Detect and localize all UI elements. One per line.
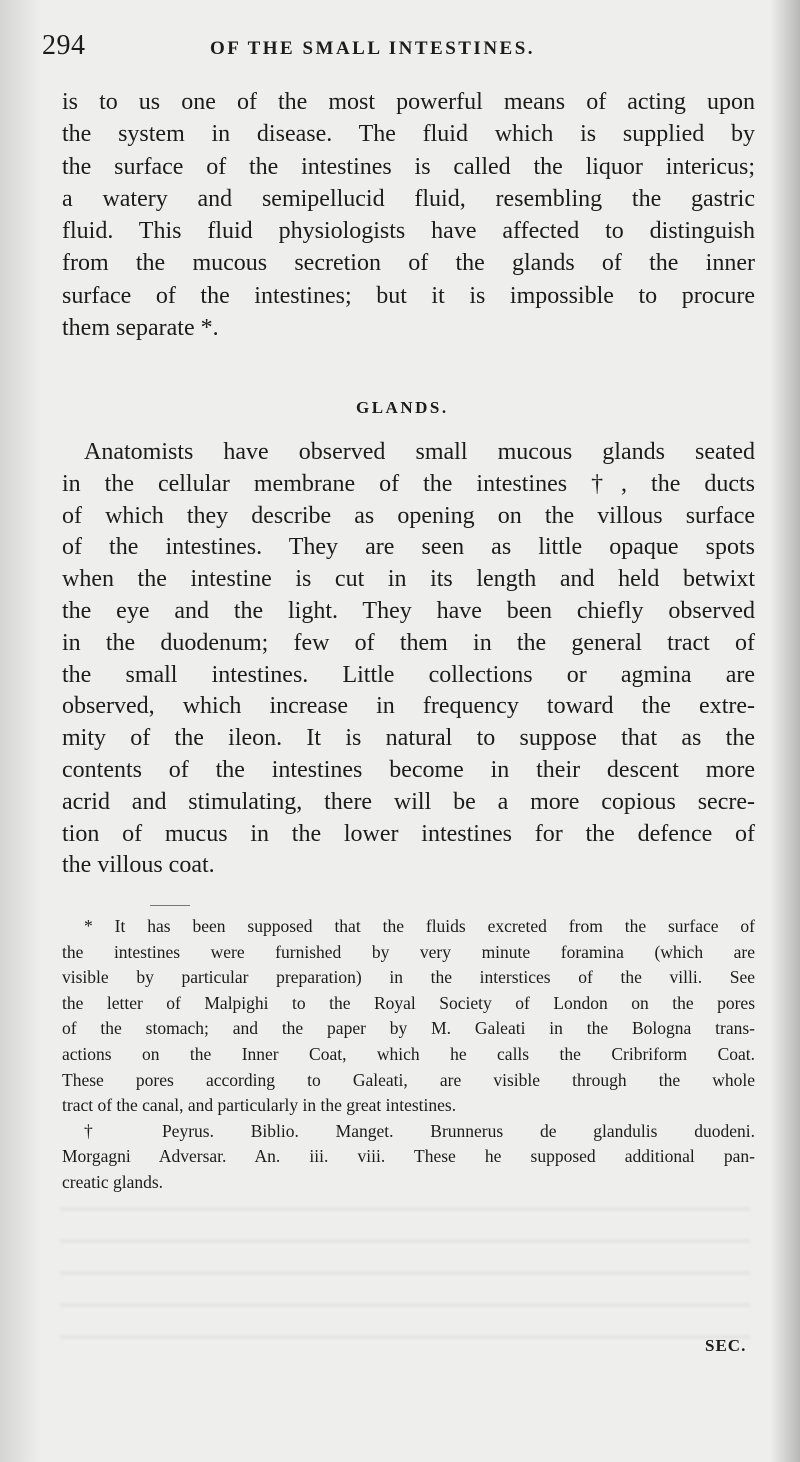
running-title: OF THE SMALL INTESTINES.: [210, 38, 536, 59]
page-gutter-shadow: [0, 0, 40, 1462]
footnote-rule: [150, 905, 190, 906]
footnote-line: of the stomach; and the paper by M. Galeati in the Bologna trans-: [62, 1018, 755, 1039]
bleed-through-text: [60, 1190, 750, 1360]
text-line: the surface of the intestines is called the liquor intericus;: [62, 153, 755, 180]
footnote-line: Morgagni Adversar. An. iii. viii. These he supposed additional pan-: [62, 1146, 755, 1167]
text-line: mity of the ileon. It is natural to suppose that as the: [62, 725, 755, 752]
text-line: the small intestines. Little collections or agmina are: [62, 661, 755, 688]
text-line: tion of mucus in the lower intestines for the defence of: [62, 820, 755, 847]
footnote-line: actions on the Inner Coat, which he calls the Cribriform Coat.: [62, 1043, 755, 1064]
text-line: of the intestines. They are seen as little opaque spots: [62, 534, 755, 561]
text-line: the eye and the light. They have been chiefly observed: [62, 597, 755, 624]
text-line: when the intestine is cut in its length and held betwixt: [62, 566, 755, 593]
footnote-line: * It has been supposed that the fluids excreted from the surface of: [84, 916, 755, 936]
footnote-line: visible by particular preparation) in the interstices of the villi. See: [62, 967, 755, 988]
footnote-line: the letter of Malpighi to the Royal Society of London on the pores: [62, 992, 755, 1013]
section-heading: GLANDS.: [356, 398, 449, 417]
footnote-line: creatic glands.: [62, 1171, 164, 1192]
page-edge-shadow: [770, 0, 800, 1462]
paragraph-glands: [62, 437, 755, 882]
text-line: contents of the intestines become in their descent more: [62, 756, 755, 783]
text-line: the villous coat.: [62, 852, 215, 879]
footnote-line: tract of the canal, and particularly in the great intestines.: [62, 1095, 457, 1116]
text-line: fluid. This fluid physiologists have affected to distinguish: [62, 218, 755, 245]
text-line: of which they describe as opening on the villous surface: [62, 502, 755, 529]
text-line: surface of the intestines; but it is impossible to procure: [62, 282, 755, 309]
footnote-line: the intestines were furnished by very minute foramina (which are: [62, 941, 755, 962]
text-line: Anatomists have observed small mucous glands seated: [84, 439, 755, 465]
text-line: observed, which increase in frequency toward the extre-: [62, 693, 755, 720]
text-line: acrid and stimulating, there will be a more copious secre-: [62, 788, 755, 815]
catchword: SEC.: [705, 1336, 747, 1355]
footnote-line: These pores according to Galeati, are visible through the whole: [62, 1069, 755, 1090]
text-line: from the mucous secretion of the glands of the inner: [62, 250, 755, 277]
footnotes: [62, 914, 755, 1196]
paragraph-intro: [62, 86, 755, 344]
text-line: is to us one of the most powerful means of acting upon: [62, 89, 755, 115]
text-line: them separate *.: [62, 315, 219, 342]
footnote-line: † Peyrus. Biblio. Manget. Brunnerus de glandulis duodeni.: [84, 1120, 755, 1141]
text-line: the system in disease. The fluid which is supplied by: [62, 121, 755, 148]
text-line: a watery and semipellucid fluid, resembling the gastric: [62, 185, 755, 212]
page-number: 294: [42, 30, 86, 61]
text-line: in the cellular membrane of the intestines †, the ducts: [62, 470, 755, 497]
text-line: in the duodenum; few of them in the general tract of: [62, 629, 755, 656]
running-head: [42, 30, 742, 70]
